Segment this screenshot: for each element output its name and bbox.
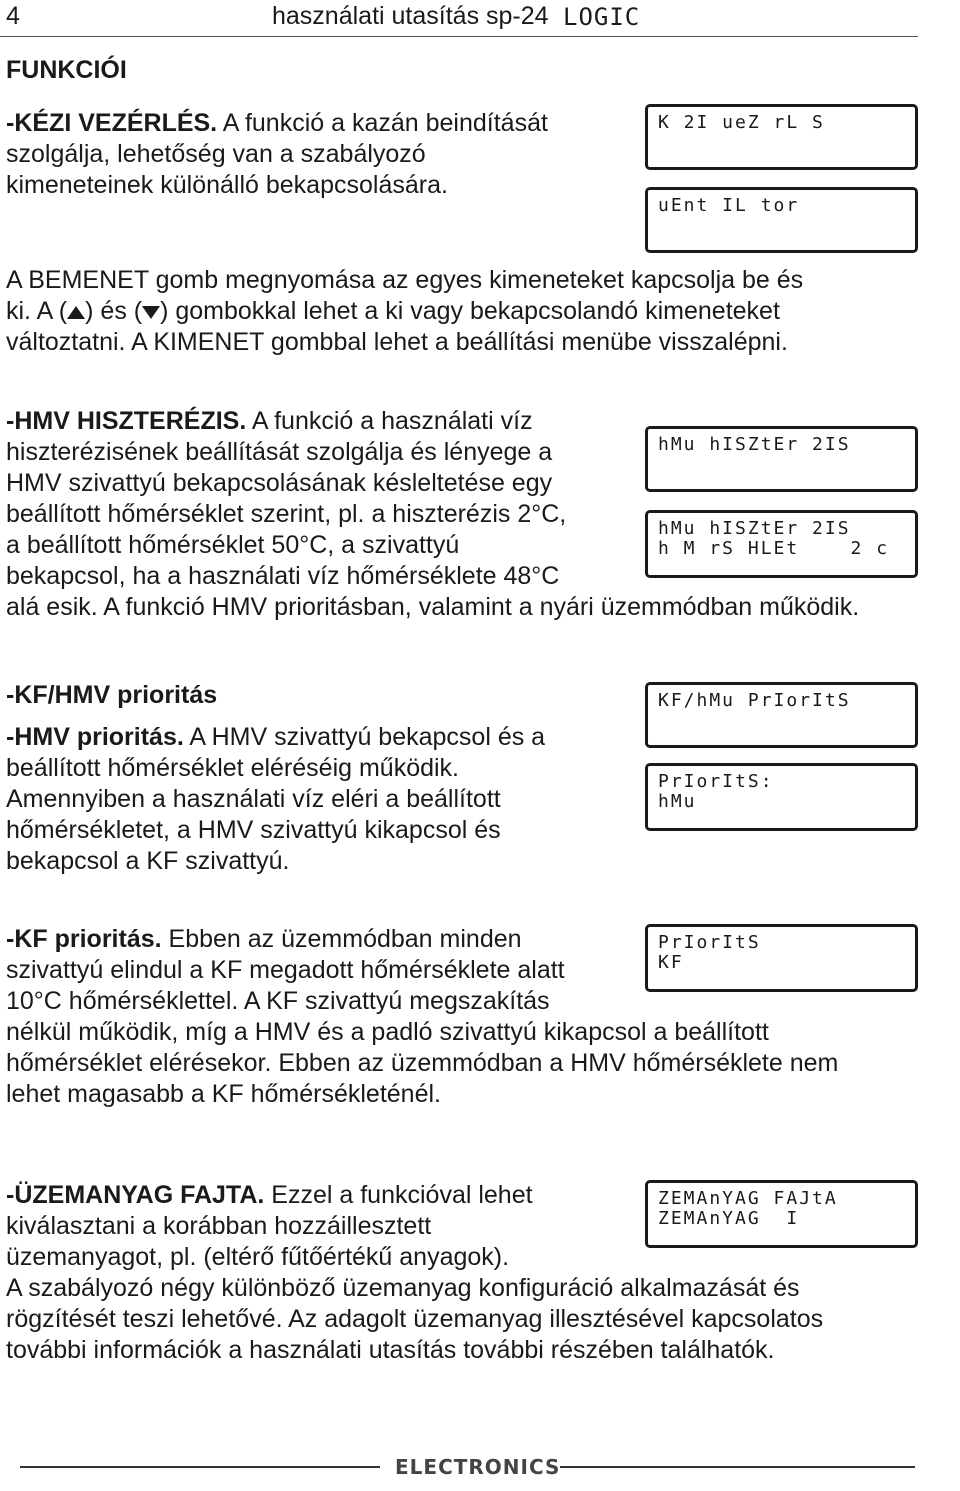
hmv-text: A funkció a használati víz [246,407,533,435]
footer-rule-left [20,1466,380,1468]
hmv-line-6: bekapcsol, ha a használati víz hőmérséklete 48°C [6,562,560,590]
kf-line-4: nélkül működik, míg a HMV és a padló szivattyú kikapcsol a beállított [6,1018,769,1046]
kfhmv-heading: -KF/HMV prioritás [6,681,218,709]
lcd-line-2: hMu [658,791,697,812]
brand-logo: LOGIC [563,3,641,31]
kezi-p2-a: ki. A ( [6,297,68,325]
kfhmv-text: A HMV szivattyú bekapcsol és a [183,723,546,751]
hmv-line-5: a beállított hőmérséklet 50°C, a szivattyú [6,531,460,559]
section-title: FUNKCIÓI [6,56,127,84]
kezi-paragraph-line-1 [6,108,548,139]
lcd-line-1: PrIorItS [658,932,761,953]
hmv-line-2: hiszterézisének beállítását szolgálja és lényege a [6,438,553,466]
lcd-hmv-hiszterezis-value [645,510,918,578]
kezi-p3: változtatni. A KIMENET gombbal lehet a beállítási menübe visszalépni. [6,328,788,356]
kezi-p2-c: ) gombokkal lehet a ki vagy bekapcsolandó kimeneteket [160,297,780,325]
kfhmv-line-5: bekapcsol a KF szivattyú. [6,847,290,875]
kf-line-6: lehet magasabb a KF hőmérsékleténél. [6,1080,441,1108]
lcd-line-1: hMu hISZtEr 2IS [658,518,851,539]
hmv-heading: -HMV HISZTERÉZIS. [6,407,247,435]
fuel-heading: -ÜZEMANYAG FAJTA. [6,1181,265,1209]
header-divider [0,36,918,37]
kfhmv-line-3: Amennyiben a használati víz eléri a beállított [6,785,501,813]
kezi-heading: -KÉZI VEZÉRLÉS. [6,109,218,137]
kezi-p2 [6,296,780,327]
kfhmv-line-4: hőmérsékletet, a HMV szivattyú kikapcsol és [6,816,501,844]
lcd-prioritas-kf [645,924,918,992]
fuel-line-5: rögzítését teszi lehetővé. Az adagolt üzemanyag illesztésével kapcsolatos [6,1305,824,1333]
lcd-line-1: ZEMAnYAG FAJtA [658,1188,838,1209]
fuel-text: Ezzel a funkcióval lehet [264,1181,533,1209]
lcd-line-1: PrIorItS: [658,771,774,792]
kezi-p2-b: ) és ( [85,297,143,325]
hmv-prioritas-heading: -HMV prioritás. [6,723,184,751]
lcd-kfhmv-prioritas: KF/hMu PrIorItS [645,682,918,748]
hmv-line-3: HMV szivattyú bekapcsolásának késleltetése egy [6,469,553,497]
kf-prioritas-heading: -KF prioritás. [6,925,162,953]
hmv-line-4: beállított hőmérséklet szerint, pl. a hiszterézis 2°C, [6,500,567,528]
kf-text: Ebben az üzemmódban minden [161,925,522,953]
up-arrow-icon [67,306,85,319]
kezi-paragraph-line-2: szolgálja, lehetőség van a szabályozó [6,140,426,168]
footer-rule-right [560,1466,915,1468]
hmv-line-7: alá esik. A funkció HMV prioritásban, valamint a nyári üzemmódban működik. [6,593,860,621]
fuel-line-4: A szabályozó négy különböző üzemanyag konfiguráció alkalmazását és [6,1274,800,1302]
fuel-line-1 [6,1180,533,1211]
fuel-line-6: további információk a használati utasítás további részében találhatók. [6,1336,775,1364]
kf-line-1 [6,924,522,955]
fuel-line-3: üzemanyagot, pl. (eltérő fűtőértékű anyagok). [6,1243,510,1271]
lcd-uzemanyag-fajta [645,1180,918,1248]
lcd-ventilator: uEnt IL tor [645,187,918,253]
down-arrow-icon [142,306,160,319]
fuel-line-2: kiválasztani a korábban hozzáillesztett [6,1212,432,1240]
kezi-text: A funkció a kazán beindítását [217,109,548,137]
kf-line-3: 10°C hőmérséklettel. A KF szivattyú megszakítás [6,987,550,1015]
lcd-line-2: h M rS HLEt 2 c [658,538,890,559]
kfhmv-line-2: beállított hőmérséklet eléréséig működik. [6,754,460,782]
kf-line-2: szivattyú elindul a KF megadott hőmérséklete alatt [6,956,565,984]
hmv-line-1 [6,406,533,437]
lcd-line-2: KF [658,952,684,973]
lcd-prioritas-hmv [645,763,918,831]
lcd-hmv-hiszterezis: hMu hISZtEr 2IS [645,426,918,492]
page-number: 4 [6,2,20,30]
lcd-line-2: ZEMAnYAG I [658,1208,800,1229]
header-title: használati utasítás sp-24 [272,2,549,30]
kf-line-5: hőmérséklet elérésekor. Ebben az üzemmódban a HMV hőmérséklete nem [6,1049,839,1077]
kezi-p1: A BEMENET gomb megnyomása az egyes kimeneteket kapcsolja be és [6,266,804,294]
lcd-kezi-vezerles: K 2I ueZ rL S [645,104,918,170]
kezi-paragraph-line-3: kimeneteinek különálló bekapcsolására. [6,171,448,199]
footer-brand-logo: ELECTRONICS [395,1455,561,1479]
kfhmv-line-1 [6,722,545,753]
